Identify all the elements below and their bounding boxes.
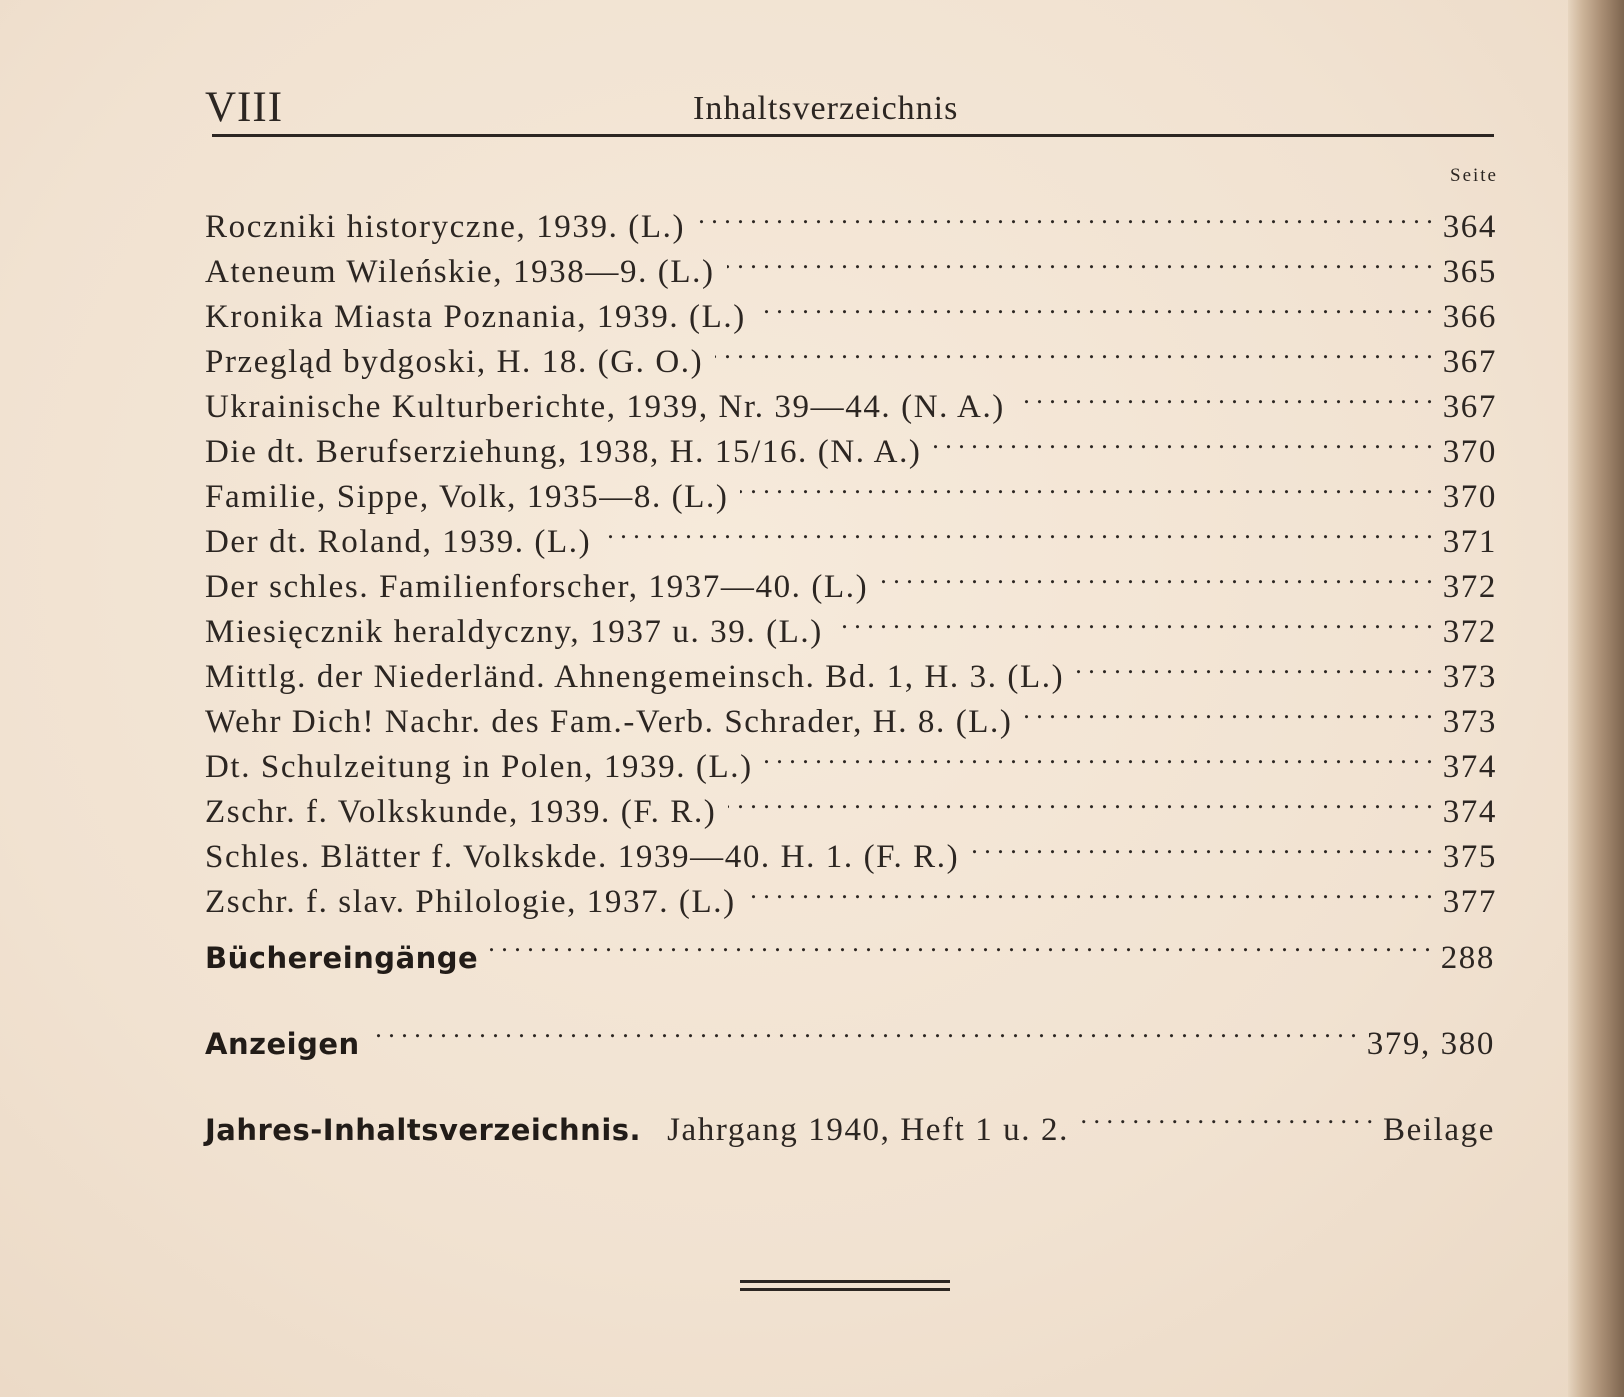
toc-section-row [205,1090,1495,1148]
entry-title: Der dt. Roland, 1939. (L.) [205,524,592,560]
entry-title: Ukrainische Kulturberichte, 1939, Nr. 39—44. (N. A.) [205,389,1005,425]
header-rule [212,134,1494,137]
page-header [205,82,1495,134]
entry-title: Familie, Sippe, Volk, 1935—8. (L.) [205,479,729,515]
entry-title: Zschr. f. slav. Philologie, 1937. (L.) [205,884,736,920]
entry-page: 372 [1442,614,1497,650]
section-page: Beilage [1383,1112,1495,1148]
entry-title: Przegląd bydgoski, H. 18. (G. O.) [205,344,704,380]
entry-title: Wehr Dich! Nachr. des Fam.-Verb. Schrader, H. 8. (L.) [205,704,1013,740]
rule-line [740,1280,950,1283]
dot-leader [1017,372,1433,417]
entry-page: 375 [1442,839,1497,875]
dot-leader [603,507,1432,552]
dot-leader [715,327,1432,372]
dot-leader [758,282,1433,327]
page-binding-edge [1568,0,1624,1397]
section-anzeigen [205,1004,1495,1062]
dot-leader [490,918,1430,968]
entry-title: Ateneum Wileńskie, 1938—9. (L.) [205,254,715,290]
dot-leader [372,1004,1357,1054]
entry-page: 371 [1442,524,1497,560]
dot-leader [971,822,1432,867]
toc-list [205,192,1497,920]
entry-page: 370 [1442,479,1497,515]
entry-title: Schles. Blätter f. Volkskde. 1939—40. H. 1. (F. R.) [205,839,960,875]
section-buechereingaenge [205,918,1495,976]
dot-leader [1025,687,1433,732]
entry-title: Die dt. Berufserziehung, 1938, H. 15/16. (N. A.) [205,434,922,470]
entry-title: Miesięcznik heraldyczny, 1937 u. 39. (L.) [205,614,823,650]
section-title: Anzeigen [205,1027,360,1061]
entry-title: Roczniki historyczne, 1939. (L.) [205,209,686,245]
toc-entry [205,192,1497,245]
section-title: Büchereingänge [205,941,479,975]
toc-section-row [205,1004,1495,1062]
dot-leader [765,732,1433,777]
dot-leader [1081,1090,1373,1140]
entry-page: 366 [1442,299,1497,335]
entry-title: Der schles. Familienforscher, 1937—40. (L.) [205,569,869,605]
running-title: Inhaltsverzeichnis [693,90,959,127]
entry-page: 374 [1442,749,1497,785]
entry-page: 373 [1442,704,1497,740]
entry-page: 377 [1442,884,1497,920]
dot-leader [880,552,1433,597]
entry-page: 373 [1442,659,1497,695]
section-jahres-inhaltsverzeichnis [205,1090,1495,1148]
section-note: Jahrgang 1940, Heft 1 u. 2. [667,1112,1069,1148]
entry-page: 374 [1442,794,1497,830]
entry-title: Kronika Miasta Poznania, 1939. (L.) [205,299,746,335]
entry-title: Mittlg. der Niederländ. Ahnengemeinsch. Bd. 1, H. 3. (L.) [205,659,1065,695]
section-title: Jahres-Inhaltsverzeichnis. [205,1113,642,1147]
rule-line [740,1288,950,1291]
dot-leader [697,192,1433,237]
entry-page: 364 [1442,209,1497,245]
dot-leader [748,867,1433,912]
entry-title: Dt. Schulzeitung in Polen, 1939. (L.) [205,749,753,785]
toc-section-row [205,918,1495,976]
dot-leader [835,597,1433,642]
section-page: 379, 380 [1366,1026,1495,1062]
page-column-label: Seite [1450,165,1498,186]
dot-leader [934,417,1433,462]
closing-double-rule [740,1280,950,1296]
dot-leader [1076,642,1432,687]
entry-page: 365 [1442,254,1497,290]
page-number: VIII [205,84,284,131]
dot-leader [740,462,1432,507]
entry-page: 367 [1442,344,1497,380]
dot-leader [728,777,1432,822]
entry-title: Zschr. f. Volkskunde, 1939. (F. R.) [205,794,717,830]
entry-page: 372 [1442,569,1497,605]
entry-page: 370 [1442,434,1497,470]
dot-leader [727,237,1433,282]
entry-page: 367 [1442,389,1497,425]
section-page: 288 [1440,940,1495,976]
